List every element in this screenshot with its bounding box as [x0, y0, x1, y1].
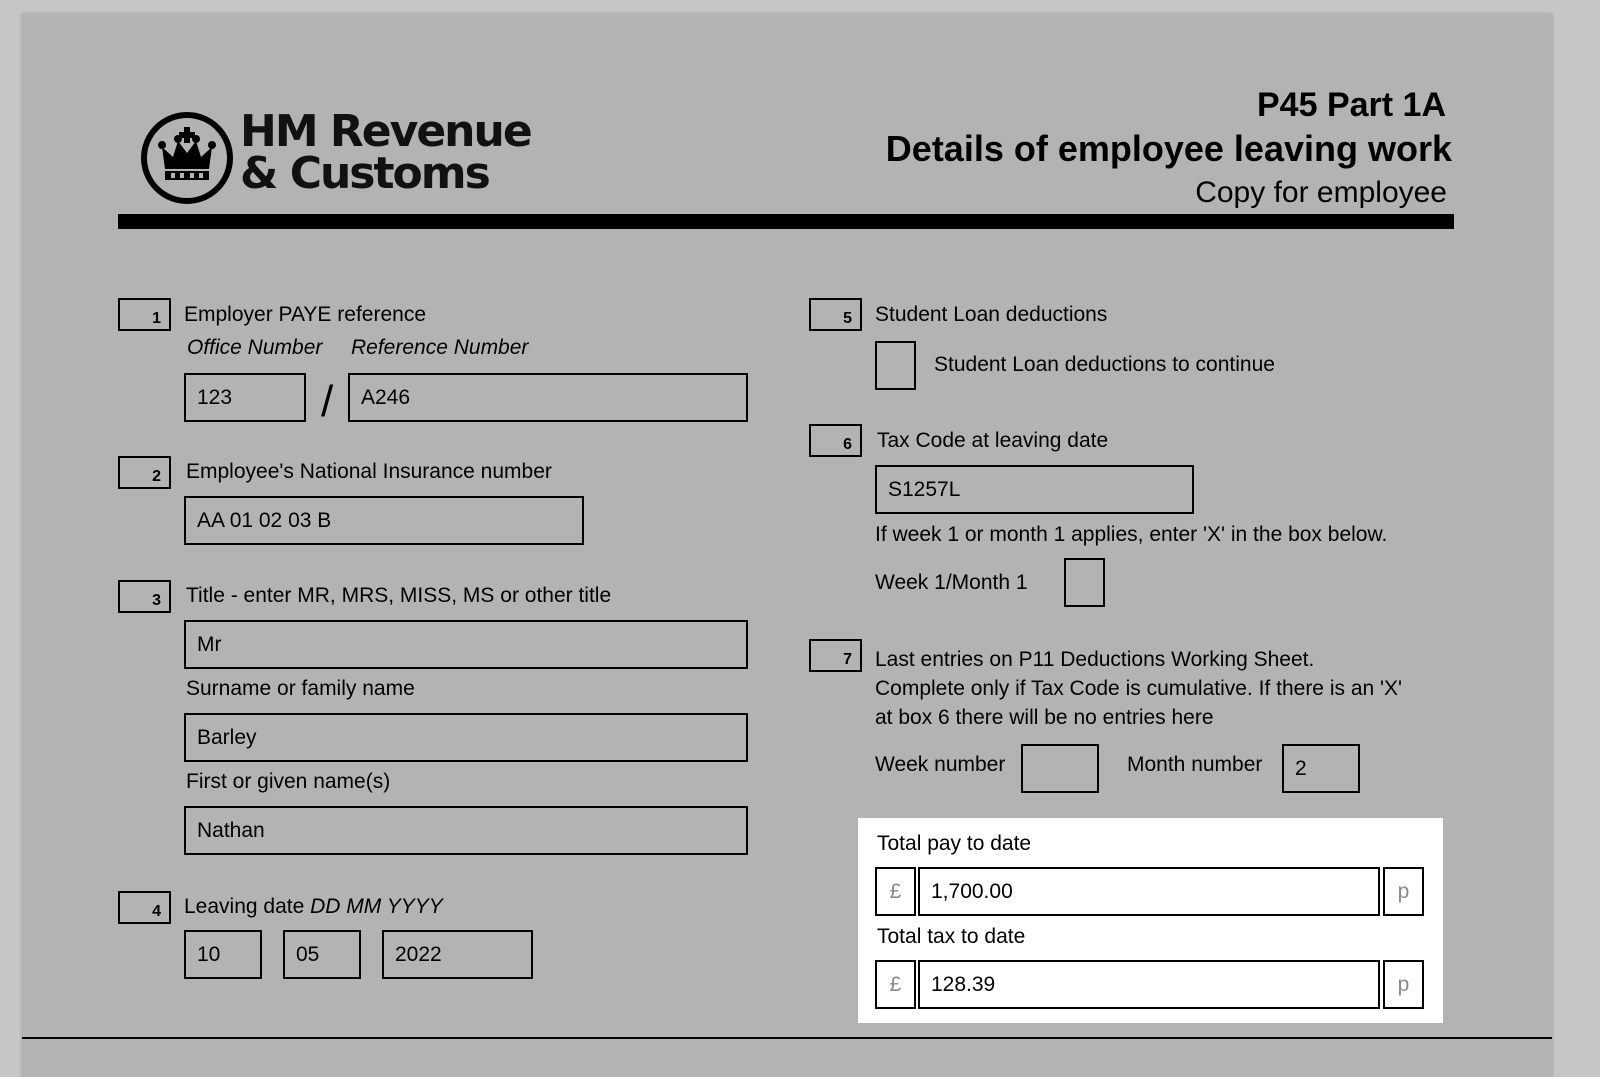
header-divider	[118, 214, 1454, 229]
leaving-date-format: DD MM YYYY	[310, 895, 443, 918]
leaving-month-field[interactable]: 05	[283, 930, 361, 979]
box-number-6-text: 6	[843, 436, 852, 453]
logo-line-1: HM Revenue	[240, 106, 531, 157]
p45-document-page	[22, 14, 1552, 1077]
hmrc-logo-text	[240, 106, 531, 199]
form-title: Details of employee leaving work	[885, 128, 1452, 169]
office-number-field[interactable]: 123	[184, 373, 306, 422]
total-pay-label: Total pay to date	[877, 832, 1032, 855]
p11-instructions	[875, 645, 1402, 732]
student-loan-label: Student Loan deductions	[875, 303, 1108, 326]
box-number-2	[118, 456, 171, 489]
reference-number-field[interactable]: A246	[348, 373, 748, 422]
box-number-7-text: 7	[843, 651, 852, 668]
first-name-field[interactable]: Nathan	[184, 806, 748, 855]
logo-line-2: & Customs	[240, 148, 489, 199]
box-number-1	[118, 298, 171, 331]
hmrc-logo	[140, 106, 531, 206]
student-loan-checkbox[interactable]	[875, 341, 916, 390]
box-number-7	[809, 639, 862, 672]
title-label: Title - enter MR, MRS, MISS, MS or other title	[186, 584, 612, 607]
box-number-4-text: 4	[152, 903, 161, 920]
surname-label: Surname or family name	[186, 677, 415, 700]
total-tax-label: Total tax to date	[877, 925, 1026, 948]
box-number-5-text: 5	[843, 310, 852, 327]
box-number-5	[809, 298, 862, 331]
leaving-day-field[interactable]: 10	[184, 930, 262, 979]
box-number-4	[118, 891, 171, 924]
form-code: P45 Part 1A	[1257, 86, 1446, 124]
pay-pence-unit: p	[1383, 867, 1424, 916]
first-name-label: First or given name(s)	[186, 770, 391, 793]
p11-instruction-line-2: Complete only if Tax Code is cumulative. If there is an 'X'	[875, 677, 1403, 700]
box-number-6	[809, 424, 862, 457]
total-pay-field[interactable]: 1,700.00	[918, 867, 1380, 916]
copy-label: Copy for employee	[1195, 176, 1447, 209]
tax-pence-unit: p	[1383, 960, 1424, 1009]
tax-pound-unit: £	[875, 960, 916, 1009]
title-field[interactable]: Mr	[184, 620, 748, 669]
box-number-3-text: 3	[152, 592, 161, 609]
month-number-label: Month number	[1127, 753, 1263, 776]
week-number-label: Week number	[875, 753, 1006, 776]
reference-number-label: Reference Number	[351, 336, 529, 359]
surname-field[interactable]: Barley	[184, 713, 748, 762]
week1-month1-label: Week 1/Month 1	[875, 571, 1028, 594]
ni-number-label: Employee's National Insurance number	[186, 460, 552, 483]
totals-panel	[858, 818, 1443, 1023]
week1-instruction: If week 1 or month 1 applies, enter 'X' in the box below.	[875, 523, 1388, 546]
week-number-field[interactable]	[1021, 744, 1099, 793]
student-loan-continue-label: Student Loan deductions to continue	[934, 353, 1275, 376]
leaving-date-label	[184, 893, 443, 921]
leaving-year-field[interactable]: 2022	[382, 930, 533, 979]
employer-paye-label: Employer PAYE reference	[184, 303, 426, 326]
p11-instruction-line-1: Last entries on P11 Deductions Working Sheet.	[875, 648, 1315, 671]
box-number-2-text: 2	[152, 468, 161, 485]
tax-code-field[interactable]: S1257L	[875, 465, 1194, 514]
crown-icon	[140, 111, 235, 206]
tear-line	[22, 1037, 1552, 1039]
p11-instruction-line-3: at box 6 there will be no entries here	[875, 706, 1214, 729]
total-tax-field[interactable]: 128.39	[918, 960, 1380, 1009]
box-number-3	[118, 580, 171, 613]
tax-code-label: Tax Code at leaving date	[877, 429, 1109, 452]
leaving-date-label-text: Leaving date	[184, 895, 305, 918]
week1-month1-checkbox[interactable]	[1064, 558, 1105, 607]
month-number-field[interactable]: 2	[1282, 744, 1360, 793]
ni-number-field[interactable]: AA 01 02 03 B	[184, 496, 584, 545]
box-number-1-text: 1	[152, 310, 161, 327]
paye-separator: /	[321, 377, 334, 426]
pay-pound-unit: £	[875, 867, 916, 916]
office-number-label: Office Number	[187, 336, 323, 359]
